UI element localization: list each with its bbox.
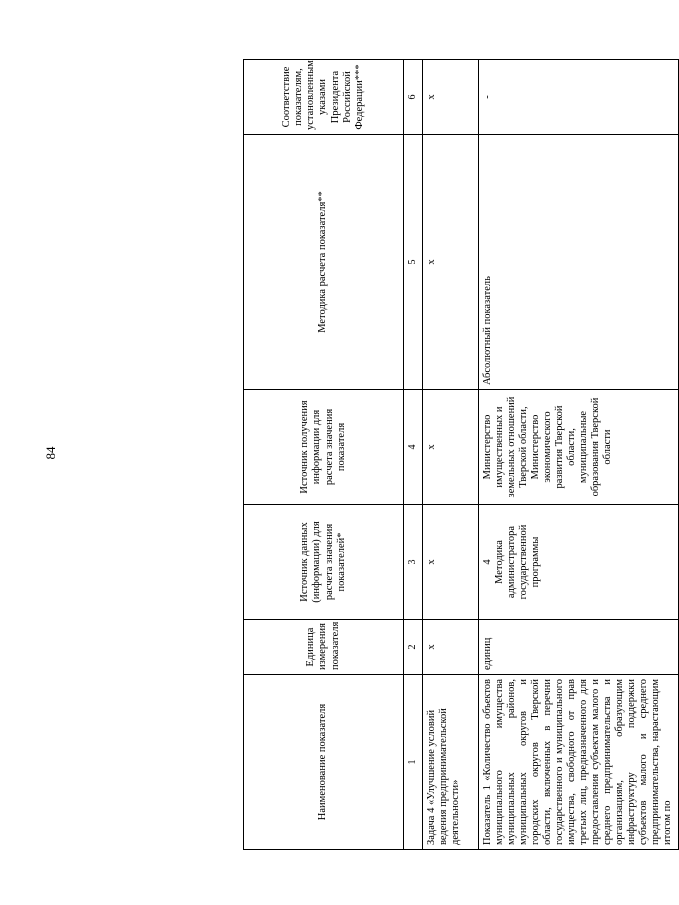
col-num-2: 2 (404, 620, 423, 675)
table-row (422, 60, 478, 850)
row-presidential: х (422, 60, 478, 135)
row-unit: х (422, 620, 478, 675)
row-indicator-name: Показатель 1 «Количество объектов муниципального имущества муниципальных районов, муниципальных округов и городских округов Тверской области, включенных в перечни государственного и муниципального имущества, свободного от прав третьих лиц, предназначенного для предоставления субъектам малого и среднего предпринимательства и организациям, образующим инфраструктуру поддержки субъектов малого и среднего предпринимательства, нарастающим итогом по (478, 675, 678, 850)
header-method: Методика расчета показателя** (244, 135, 404, 390)
indicators-table (243, 59, 679, 850)
row-unit: единиц (478, 620, 678, 675)
row-presidential: - (478, 60, 678, 135)
col-num-5: 5 (404, 135, 423, 390)
row-method: Абсолютный показатель (478, 135, 678, 390)
col-num-3: 3 (404, 505, 423, 620)
rotated-table-wrapper (243, 60, 674, 850)
col-num-6: 6 (404, 60, 423, 135)
header-info-source: Источник получения информации для расчета значения показателя (244, 390, 404, 505)
page-number: 84 (43, 446, 58, 460)
col-num-1: 1 (404, 675, 423, 850)
header-presidential: Соответствие показателям, установленным указами Президента Российской Федерации*** (244, 60, 404, 135)
header-indicator-name: Наименование показателя (244, 675, 404, 850)
row-data-source: 4 Методика администратора государственной программы (478, 505, 678, 620)
row-indicator-name: Задача 4 «Улучшение условий ведения предпринимательской деятельности» (422, 675, 478, 850)
row-method: х (422, 135, 478, 390)
table-row (478, 60, 678, 850)
column-numbers-row (404, 60, 423, 850)
col-num-4: 4 (404, 390, 423, 505)
row-info-source: Министерство имущественных и земельных отношений Тверской области, Министерство экономического развития Тверской области, муниципальные образования Тверской области (478, 390, 678, 505)
header-data-source: Источник данных (информации) для расчета значения показателей* (244, 505, 404, 620)
row-data-source: х (422, 505, 478, 620)
row-info-source: х (422, 390, 478, 505)
header-unit: Единица измерения показателя (244, 620, 404, 675)
